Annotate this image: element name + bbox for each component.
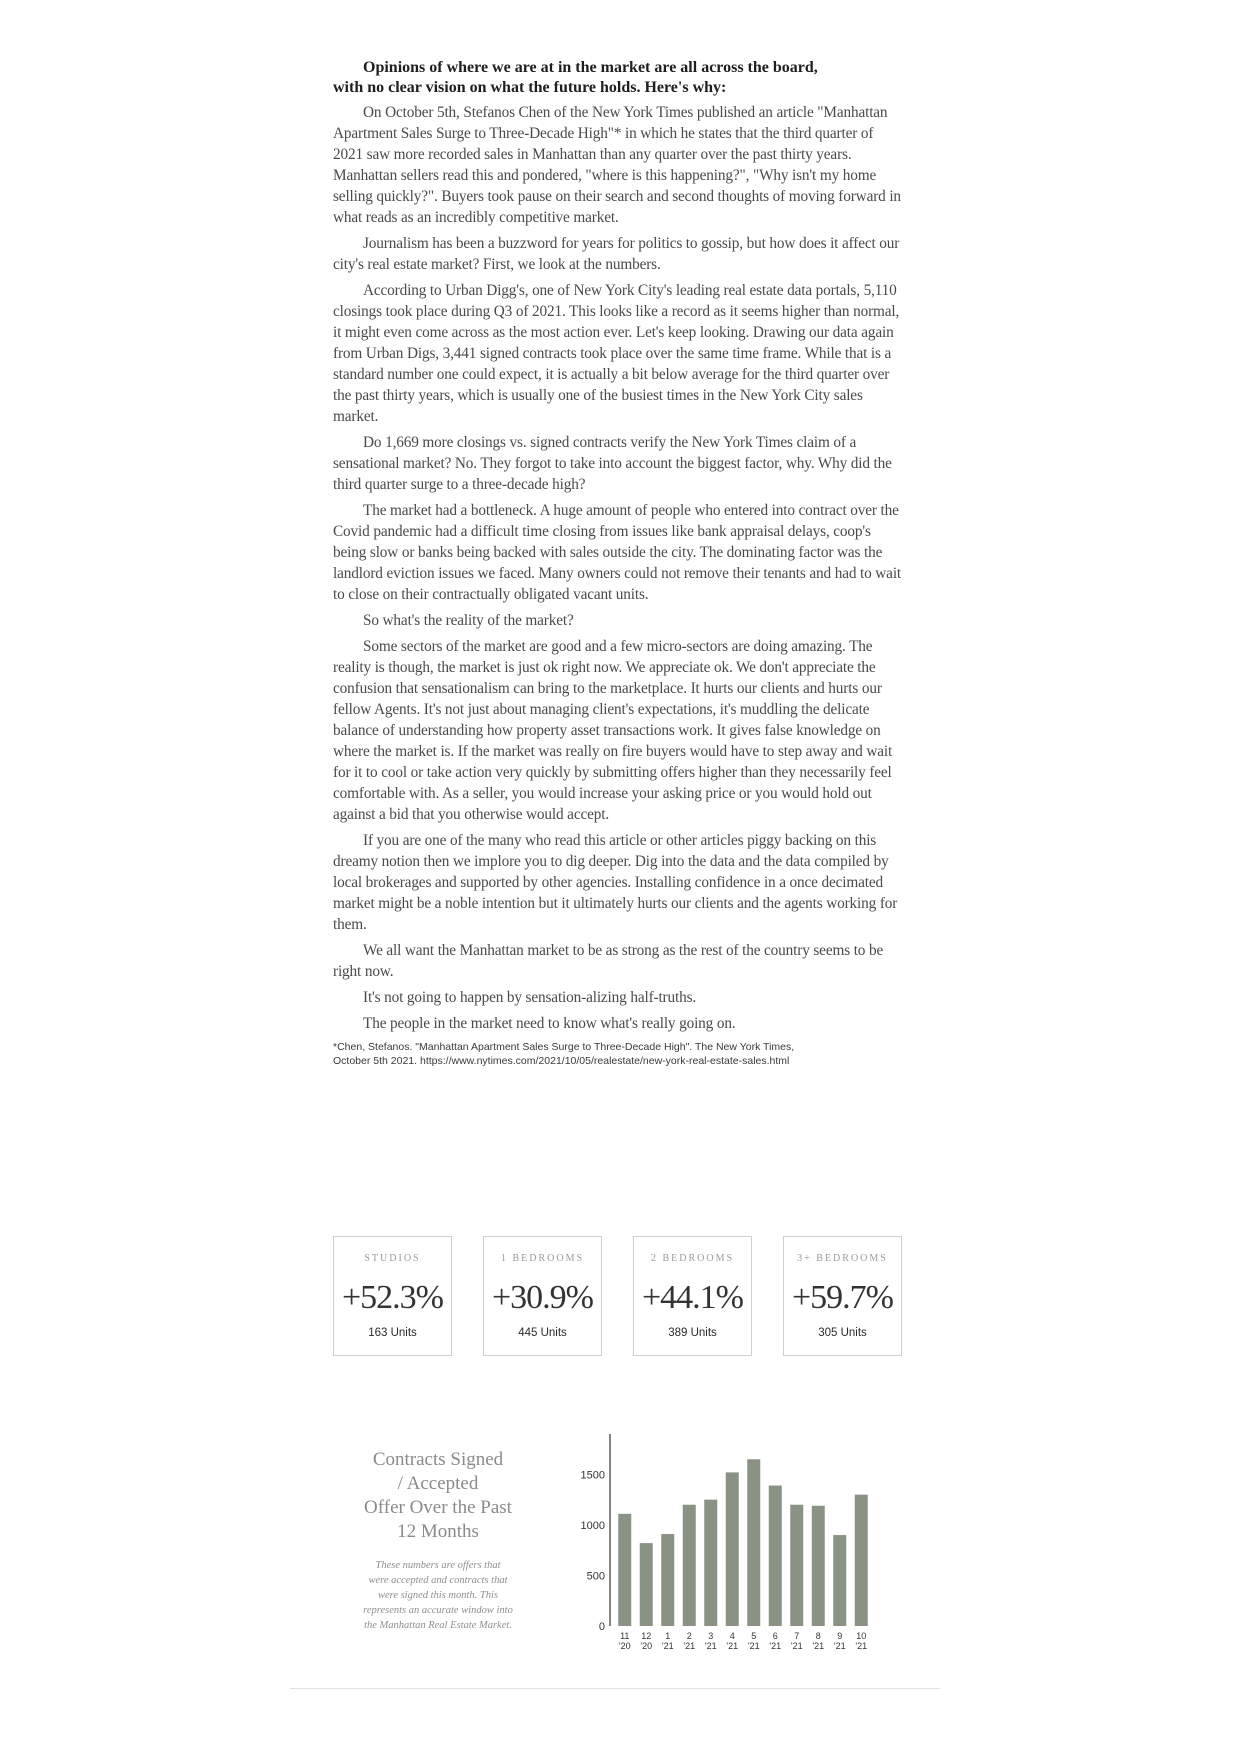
x-tick-label-month: 3 [708, 1631, 714, 1641]
heading-line-1: Opinions of where we are at in the market are all across the board, [363, 59, 818, 76]
x-tick-label-month: 5 [751, 1631, 757, 1641]
bottom-divider [290, 1688, 940, 1689]
x-tick-label-year: '21 [747, 1641, 760, 1651]
stat-label: 2 BEDROOMS [650, 1253, 735, 1264]
x-tick-label-year: '21 [683, 1641, 696, 1651]
bar [833, 1535, 846, 1626]
stat-label: 3+ BEDROOMS [797, 1253, 888, 1264]
paragraph-11: The people in the market need to know what's really going on. [363, 1015, 736, 1032]
stat-card-1-bedrooms [483, 1236, 602, 1356]
x-tick-label-year: '21 [661, 1641, 674, 1651]
stat-units: 389 Units [668, 1327, 717, 1339]
heading-line-2: with no clear vision on what the future holds. Here's why: [333, 79, 727, 96]
stat-units: 163 Units [368, 1327, 417, 1339]
paragraph-6: So what's the reality of the market? [363, 612, 574, 629]
footnote-line-1: *Chen, Stefanos. "Manhattan Apartment Sales Surge to Three-Decade High". The New York Times, [333, 1041, 795, 1053]
chart-title [348, 1448, 528, 1544]
x-tick-label-month: 11 [620, 1631, 630, 1641]
bar [726, 1472, 739, 1626]
x-tick-label-year: '21 [790, 1641, 803, 1651]
citation-footnote [333, 1040, 903, 1068]
y-tick-label: 500 [586, 1570, 605, 1583]
y-tick-label: 1000 [580, 1519, 605, 1532]
bar [640, 1543, 653, 1626]
x-tick-label-year: '21 [833, 1641, 846, 1651]
article-heading [333, 58, 903, 98]
stat-value: +59.7% [792, 1279, 893, 1316]
paragraph-1: On October 5th, Stefanos Chen of the New York Times published an article "Manhattan Apartment Sales Surge to Three-Decade High"* in which he states that the third quarter of 2021 saw more recorded sales in Manhattan than any quarter over the past thirty years. Manhattan sellers read this and pondered, "where is this happening?", "Why isn't my home selling quickly?". Buyers took pause on their search and second thoughts of moving forward in what reads as an incredibly competitive market. [333, 104, 901, 226]
stat-value: +52.3% [342, 1279, 443, 1316]
bar [769, 1486, 782, 1626]
stat-card-2-bedrooms [633, 1236, 752, 1356]
x-tick-label-month: 10 [856, 1631, 867, 1641]
chart-note-line: the Manhattan Real Estate Market. [364, 1620, 512, 1631]
contracts-bar-chart [570, 1418, 890, 1668]
chart-title-line: Offer Over the Past [364, 1497, 512, 1518]
x-tick-label-month: 7 [794, 1631, 800, 1641]
x-tick-label-month: 8 [815, 1631, 821, 1641]
paragraph-8: If you are one of the many who read this article or other articles piggy backing on this dreamy notion then we implore you to dig deeper. Dig into the data and the data compiled by local brokerages and supported by other agencies. Installing confidence in a once decimated market might be a noble intention but it ultimately hurts our clients and the agents working for them. [333, 832, 898, 933]
chart-note-line: represents an accurate window into [363, 1605, 513, 1616]
x-tick-label-month: 1 [665, 1631, 671, 1641]
stat-card-studios [333, 1236, 452, 1356]
stat-units: 305 Units [818, 1327, 867, 1339]
y-tick-label: 0 [598, 1621, 605, 1633]
paragraph-9: We all want the Manhattan market to be as strong as the rest of the country seems to be right now. [333, 942, 884, 980]
bar [661, 1534, 674, 1626]
bar [747, 1459, 760, 1626]
x-tick-label-month: 6 [772, 1631, 778, 1641]
bar [812, 1506, 825, 1626]
x-tick-label-month: 12 [641, 1631, 652, 1641]
x-tick-label-year: '20 [640, 1641, 653, 1651]
chart-note [348, 1558, 528, 1633]
x-tick-label-month: 2 [686, 1631, 692, 1641]
chart-note-line: These numbers are offers that [375, 1560, 501, 1571]
x-tick-label-year: '20 [618, 1641, 631, 1651]
stat-value: +30.9% [492, 1279, 593, 1316]
chart-note-line: were accepted and contracts that [368, 1575, 508, 1586]
x-tick-label-year: '21 [812, 1641, 825, 1651]
unit-stats [333, 1236, 903, 1358]
paragraph-2: Journalism has been a buzzword for years for politics to gossip, but how does it affect our city's real estate market? First, we look at the numbers. [333, 235, 900, 273]
bar [704, 1500, 717, 1626]
x-tick-label-year: '21 [704, 1641, 717, 1651]
paragraph-5: The market had a bottleneck. A huge amount of people who entered into contract over the Covid pandemic had a difficult time closing from issues like bank appraisal delays, coop's being slow or banks being backed with sales outside the city. The dominating factor was the landlord eviction issues we faced. Many owners could not remove their tenants and had to wait to close on their contractually obligated vacant units. [333, 502, 902, 603]
bar [855, 1495, 868, 1626]
stat-value: +44.1% [642, 1279, 743, 1316]
stat-label: STUDIOS [364, 1253, 421, 1264]
paragraph-3: According to Urban Digg's, one of New York City's leading real estate data portals, 5,110 closings took place during Q3 of 2021. This looks like a record as it seems higher than normal, it might even come across as the most action ever. Let's keep looking. Drawing our data again from Urban Digs, 3,441 signed contracts took place over the same time frame. While that is a standard number one could expect, it is actually a bit below average for the third quarter over the past thirty years, which is usually one of the busiest times in the New York City sales market. [333, 282, 900, 425]
x-tick-label-year: '21 [855, 1641, 868, 1651]
y-tick-label: 1500 [580, 1469, 605, 1482]
paragraph-4: Do 1,669 more closings vs. signed contracts verify the New York Times claim of a sensational market? No. They forgot to take into account the biggest factor, why. Why did the third quarter surge to a three-decade high? [333, 434, 892, 493]
article [333, 58, 903, 1068]
chart-title-line: / Accepted [397, 1473, 479, 1494]
chart-caption [348, 1448, 528, 1633]
chart-title-line: 12 Months [397, 1521, 479, 1542]
chart-note-line: were signed this month. This [377, 1590, 499, 1601]
paragraph-10: It's not going to happen by sensation-alizing half-truths. [363, 989, 697, 1006]
paragraph-7: Some sectors of the market are good and a few micro-sectors are doing amazing. The reality is though, the market is just ok right now. We appreciate ok. We don't appreciate the confusion that sensationalism can bring to the marketplace. It hurts our clients and hurts our fellow Agents. It's not just about managing client's expectations, it's muddling the delicate balance of understanding how property asset transactions work. It gives false knowledge on where the market is. If the market was really on fire buyers would have to step away and wait for it to cool or take action very quickly by submitting offers higher than they necessarily feel comfortable with. As a seller, you would increase your asking price or you would hold out against a bid that you otherwise would accept. [333, 638, 893, 823]
x-tick-label-year: '21 [769, 1641, 782, 1651]
stat-card-3-plus-bedrooms [783, 1236, 902, 1356]
stat-units: 445 Units [518, 1327, 567, 1339]
x-tick-label-month: 4 [729, 1631, 735, 1641]
bar [683, 1505, 696, 1626]
stat-label: 1 BEDROOMS [500, 1253, 585, 1264]
bar [618, 1514, 631, 1626]
x-tick-label-year: '21 [726, 1641, 739, 1651]
footnote-line-2: October 5th 2021. https://www.nytimes.com/2021/10/05/realestate/new-york-real-estate-sales.html [333, 1055, 790, 1067]
bar [790, 1505, 803, 1626]
x-tick-label-month: 9 [837, 1631, 843, 1641]
chart-title-line: Contracts Signed [372, 1449, 504, 1470]
